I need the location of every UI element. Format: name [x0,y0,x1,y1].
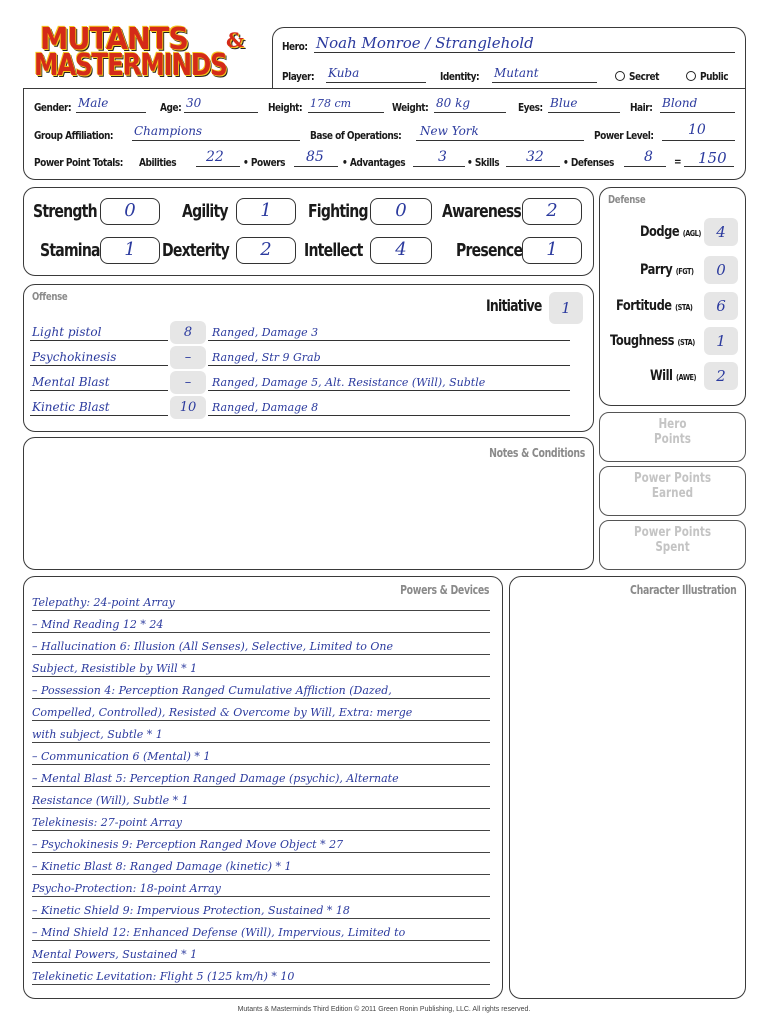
stamina-box[interactable] [100,237,160,264]
gender-value[interactable]: Male [78,96,109,110]
power-line[interactable]: – Mind Shield 12: Enhanced Defense (Will), Impervious, Limited to [32,919,490,941]
agility-label: Agility [182,201,228,222]
public-radio[interactable] [686,71,696,81]
parry-sub: (FGT) [675,267,694,276]
attack-bonus-box [170,321,206,344]
totals-defenses-label: • Defenses [563,156,614,169]
stamina-label: Stamina [40,240,100,261]
power-points-earned-label: Power Points Earned [633,471,712,501]
totals-label: Power Point Totals: [34,156,123,169]
awareness-value: 2 [546,200,558,221]
power-line[interactable]: with subject, Subtle * 1 [32,721,490,743]
totals-skills-label: • Skills [467,156,500,169]
public-label: Public [700,70,729,83]
presence-label: Presence [456,240,523,261]
presence-box[interactable] [522,237,582,264]
logo-line1: MUTANTS [40,22,188,57]
will-value: 2 [716,367,726,385]
dodge-value: 4 [716,223,726,241]
will-box[interactable] [704,362,738,390]
height-label: Height: [268,101,303,114]
power-level-label: Power Level: [594,129,654,142]
attack-effect: Ranged, Str 9 Grab [212,351,321,364]
player-name[interactable]: Kuba [328,66,360,80]
power-level-value[interactable]: 10 [688,122,706,138]
eyes-label: Eyes: [518,101,543,114]
attack-bonus: 10 [179,400,197,415]
initiative-box[interactable] [549,292,583,324]
initiative-label: Initiative [486,296,542,315]
totals-abilities[interactable]: 22 [206,149,224,165]
awareness-box[interactable] [522,198,582,225]
dexterity-value: 2 [260,239,272,260]
power-line[interactable]: Telekinetic Levitation: Flight 5 (125 km/h) * 10 [32,963,490,985]
logo-line2: MASTERMINDS [34,48,227,83]
dexterity-label: Dexterity [162,240,230,261]
attack-bonus: 8 [183,325,193,340]
totals-powers[interactable]: 85 [306,149,324,165]
weight-value[interactable]: 80 kg [436,96,471,110]
attack-effect: Ranged, Damage 8 [212,401,319,414]
weight-label: Weight: [392,101,429,114]
strength-value: 0 [124,200,136,221]
secret-radio[interactable] [615,71,625,81]
base-value[interactable]: New York [420,124,479,138]
gender-label: Gender: [34,101,72,114]
power-line[interactable]: – Mind Reading 12 * 24 [32,611,490,633]
identity-value[interactable]: Mutant [494,66,539,80]
illustration-title: Character Illustration [630,583,737,597]
totals-eq: = [674,155,682,168]
age-label: Age: [160,101,182,114]
hero-name[interactable]: Noah Monroe / Stranglehold [316,34,534,52]
dexterity-box[interactable] [236,237,296,264]
agility-value: 1 [260,200,272,221]
defense-parry-row [600,256,742,281]
attack-row[interactable] [30,371,570,396]
power-line[interactable]: Psycho-Protection: 18-point Array [32,875,490,897]
hair-value[interactable]: Blond [662,96,698,110]
power-points-spent-label: Power Points Spent [633,525,712,555]
dodge-label: Dodge [640,224,680,240]
power-line[interactable]: – Mental Blast 5: Perception Ranged Damage (psychic), Alternate [32,765,490,787]
presence-value: 1 [546,239,558,260]
height-value[interactable]: 178 cm [310,97,352,110]
dodge-box[interactable] [704,218,738,246]
defense-dodge-row [600,218,742,243]
toughness-box[interactable] [704,327,738,355]
attack-name: Light pistol [32,325,102,339]
player-label: Player: [282,70,315,83]
totals-abilities-label: Abilities [139,156,177,169]
toughness-value: 1 [716,332,726,350]
power-points-earned-box[interactable] [599,466,746,516]
toughness-label: Toughness [610,333,674,349]
toughness-sub: (STA) [677,338,695,347]
illustration-box[interactable] [509,576,746,999]
attack-bonus: – [184,350,192,365]
attack-row[interactable] [30,321,570,346]
power-line[interactable]: – Hallucination 6: Illusion (All Senses), Selective, Limited to One [32,633,490,655]
totals-advantages-label: • Advantages [342,156,406,169]
intellect-label: Intellect [304,240,363,261]
logo-amp: & [226,28,245,52]
power-line[interactable]: – Psychokinesis 9: Perception Ranged Move Object * 27 [32,831,490,853]
offense-title: Offense [32,290,68,303]
attack-name: Psychokinesis [32,350,117,364]
fighting-value: 0 [395,200,407,221]
attack-bonus-box [170,396,206,419]
attack-bonus-box [170,371,206,394]
attack-row[interactable] [30,396,570,421]
totals-total[interactable]: 150 [698,149,727,167]
power-line[interactable]: Resistance (Will), Subtle * 1 [32,787,490,809]
hero-label: Hero: [282,40,308,53]
hero-points-label: Hero Points [654,417,691,447]
defense-toughness-row [600,327,742,352]
power-line[interactable]: – Kinetic Shield 9: Impervious Protection, Sustained * 18 [32,897,490,919]
intellect-value: 4 [395,239,407,260]
strength-label: Strength [33,201,97,222]
fortitude-sub: (STA) [675,303,693,312]
hair-label: Hair: [630,101,653,114]
power-line[interactable]: Subject, Resistible by Will * 1 [32,655,490,677]
logo [34,22,264,82]
will-label: Will [650,368,673,384]
group-value[interactable]: Champions [134,124,203,138]
fortitude-box[interactable] [704,292,738,320]
awareness-label: Awareness [442,201,521,222]
attack-row[interactable] [30,346,570,371]
totals-advantages[interactable]: 3 [438,149,447,165]
totals-skills[interactable]: 32 [526,149,544,165]
power-line[interactable]: Compelled, Controlled), Resisted & Overcome by Will, Extra: merge [32,699,490,721]
age-value[interactable]: 30 [186,96,202,110]
totals-powers-label: • Powers [243,156,286,169]
dodge-sub: (AGL) [682,229,701,238]
power-points-spent-box[interactable] [599,520,746,570]
parry-value: 0 [716,261,726,279]
identity-label: Identity: [440,70,480,83]
footer-copyright: Mutants & Masterminds Third Edition © 2011 Green Ronin Publishing, LLC. All rights reserved. [237,1006,531,1013]
attack-name: Mental Blast [32,375,110,389]
stamina-value: 1 [124,239,136,260]
power-line[interactable]: – Possession 4: Perception Ranged Cumulative Affliction (Dazed, [32,677,490,699]
fortitude-value: 6 [716,297,726,315]
fighting-box[interactable] [370,198,432,225]
defense-title: Defense [608,193,646,206]
totals-defenses[interactable]: 8 [644,149,653,165]
power-line[interactable]: Telekinesis: 27-point Array [32,809,490,831]
attack-effect: Ranged, Damage 5, Alt. Resistance (Will), Subtle [212,376,486,389]
intellect-box[interactable] [370,237,432,264]
fortitude-label: Fortitude [616,298,672,314]
secret-label: Secret [629,70,659,83]
base-label: Base of Operations: [310,129,402,142]
agility-box[interactable] [236,198,296,225]
attack-bonus-box [170,346,206,369]
group-label: Group Affiliation: [34,129,114,142]
hero-points-box[interactable] [599,412,746,462]
strength-box[interactable] [100,198,160,225]
fighting-label: Fighting [308,201,368,222]
parry-box[interactable] [704,256,738,284]
attack-name: Kinetic Blast [32,400,110,414]
parry-label: Parry [640,262,673,278]
powers-title: Powers & Devices [399,583,489,597]
power-line[interactable]: Telepathy: 24-point Array [32,589,490,611]
attack-effect: Ranged, Damage 3 [212,326,319,339]
will-sub: (AWE) [676,373,697,382]
defense-fortitude-row [600,292,742,317]
eyes-value[interactable]: Blue [550,96,578,110]
notes-title: Notes & Conditions [489,446,585,460]
defense-will-row [600,362,742,387]
attack-bonus: – [184,375,192,390]
power-line[interactable]: – Communication 6 (Mental) * 1 [32,743,490,765]
power-line[interactable]: Mental Powers, Sustained * 1 [32,941,490,963]
initiative-value: 1 [561,299,571,317]
power-line[interactable]: – Kinetic Blast 8: Ranged Damage (kinetic) * 1 [32,853,490,875]
